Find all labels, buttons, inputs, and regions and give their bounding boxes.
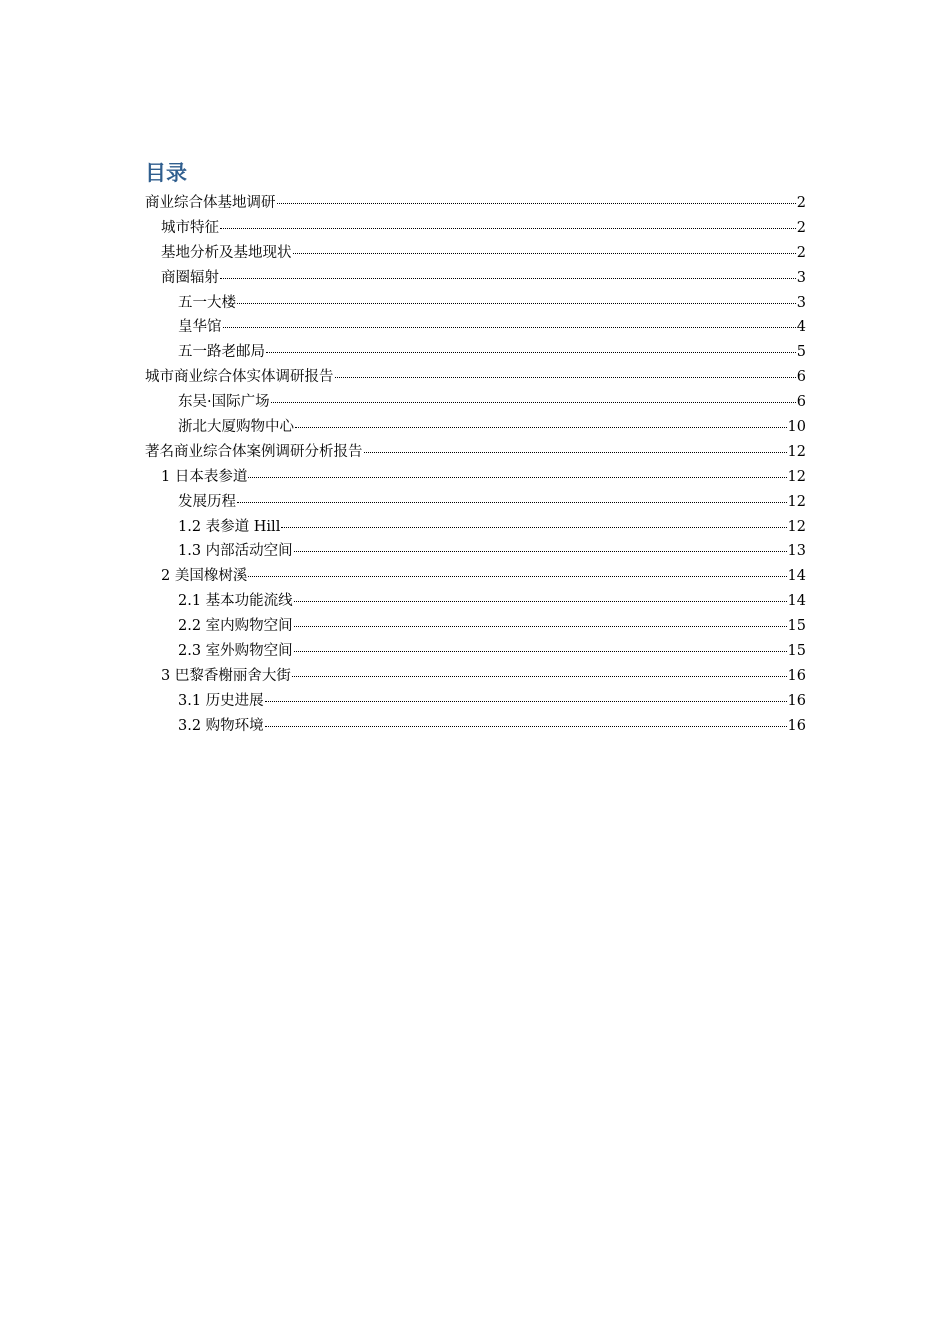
toc-entry[interactable]: [145, 689, 806, 714]
toc-entry[interactable]: [145, 490, 806, 515]
toc-dot-leader: [271, 402, 796, 403]
toc-entry-page-number: 4: [796, 319, 806, 336]
toc-entry[interactable]: [145, 515, 806, 540]
toc-entry[interactable]: [145, 589, 806, 614]
toc-entry-label: 五一路老邮局: [178, 344, 265, 361]
toc-entry[interactable]: [145, 241, 806, 266]
toc-entry-page-number: 12: [787, 493, 806, 510]
toc-entry-page-number: 12: [787, 518, 806, 535]
toc-dot-leader: [220, 278, 796, 279]
toc-entry-page-number: 15: [787, 618, 806, 635]
toc-entry-page-number: 12: [787, 443, 806, 460]
toc-entry-page-number: 16: [787, 667, 806, 684]
toc-entry-page-number: 3: [796, 294, 806, 311]
toc-entry[interactable]: [145, 365, 806, 390]
toc-entry[interactable]: [145, 440, 806, 465]
toc-entry-page-number: 12: [787, 468, 806, 485]
toc-dot-leader: [281, 527, 786, 528]
toc-dot-leader: [266, 352, 796, 353]
toc-dot-leader: [295, 427, 787, 428]
toc-dot-leader: [364, 452, 787, 453]
toc-list: [145, 191, 806, 739]
toc-dot-leader: [294, 601, 787, 602]
toc-entry[interactable]: [145, 564, 806, 589]
toc-entry-label: 基地分析及基地现状: [161, 244, 292, 261]
toc-entry[interactable]: [145, 191, 806, 216]
toc-dot-leader: [265, 726, 787, 727]
toc-entry-label: 浙北大厦购物中心: [178, 419, 294, 436]
toc-dot-leader: [294, 551, 787, 552]
toc-title: 目录: [145, 161, 187, 185]
toc-entry-label: 著名商业综合体案例调研分析报告: [145, 443, 363, 460]
toc-dot-leader: [237, 502, 787, 503]
toc-entry-label: 城市特征: [161, 219, 219, 236]
toc-entry-label: 发展历程: [178, 493, 236, 510]
toc-entry-label: 商业综合体基地调研: [145, 195, 276, 211]
toc-entry-page-number: 2: [796, 195, 806, 211]
toc-entry-label: 2 美国橡树溪: [161, 568, 248, 585]
toc-entry-label: 2.1 基本功能流线: [178, 593, 293, 610]
toc-entry[interactable]: [145, 266, 806, 291]
toc-entry[interactable]: [145, 216, 806, 241]
toc-entry[interactable]: [145, 390, 806, 415]
toc-entry-page-number: 14: [787, 568, 806, 585]
toc-entry[interactable]: [145, 539, 806, 564]
toc-dot-leader: [294, 626, 787, 627]
toc-entry-label: 皇华馆: [178, 319, 222, 336]
toc-entry-page-number: 16: [787, 692, 806, 709]
toc-entry[interactable]: [145, 340, 806, 365]
toc-dot-leader: [277, 203, 796, 204]
toc-entry[interactable]: [145, 664, 806, 689]
toc-entry-page-number: 6: [796, 369, 806, 386]
toc-entry-label: 城市商业综合体实体调研报告: [145, 369, 334, 386]
toc-entry-label: 3.2 购物环境: [178, 717, 264, 734]
toc-entry-page-number: 3: [796, 269, 806, 286]
toc-entry[interactable]: [145, 315, 806, 340]
toc-dot-leader: [237, 303, 796, 304]
toc-entry-page-number: 10: [787, 419, 806, 436]
toc-entry-label: 五一大楼: [178, 294, 236, 311]
toc-entry[interactable]: [145, 639, 806, 664]
toc-dot-leader: [294, 651, 787, 652]
toc-entry-page-number: 5: [796, 344, 806, 361]
toc-entry[interactable]: [145, 415, 806, 440]
toc-dot-leader: [335, 377, 796, 378]
toc-dot-leader: [292, 676, 787, 677]
toc-dot-leader: [248, 477, 786, 478]
toc-entry-page-number: 2: [796, 244, 806, 261]
toc-entry-label: 3 巴黎香榭丽舍大街: [161, 667, 291, 684]
toc-dot-leader: [265, 701, 787, 702]
toc-entry-label: 2.2 室内购物空间: [178, 618, 293, 635]
toc-entry-page-number: 14: [787, 593, 806, 610]
toc-entry[interactable]: [145, 465, 806, 490]
toc-dot-leader: [293, 253, 796, 254]
toc-dot-leader: [223, 327, 796, 328]
toc-entry-page-number: 13: [787, 543, 806, 560]
toc-entry-label: 1.2 表参道 Hill: [178, 518, 281, 535]
toc-entry-label: 东吴·国际广场: [178, 394, 270, 411]
toc-entry[interactable]: [145, 291, 806, 316]
toc-entry-label: 1 日本表参道: [161, 468, 248, 485]
toc-entry-page-number: 16: [787, 717, 806, 734]
toc-entry-page-number: 6: [796, 394, 806, 411]
toc-dot-leader: [220, 228, 796, 229]
toc-entry[interactable]: [145, 714, 806, 739]
toc-dot-leader: [248, 576, 786, 577]
toc-entry-page-number: 15: [787, 643, 806, 660]
toc-entry-label: 3.1 历史进展: [178, 692, 264, 709]
toc-entry-label: 2.3 室外购物空间: [178, 643, 293, 660]
toc-entry-label: 1.3 内部活动空间: [178, 543, 293, 560]
toc-entry[interactable]: [145, 614, 806, 639]
toc-entry-page-number: 2: [796, 219, 806, 236]
toc-entry-label: 商圈辐射: [161, 269, 219, 286]
